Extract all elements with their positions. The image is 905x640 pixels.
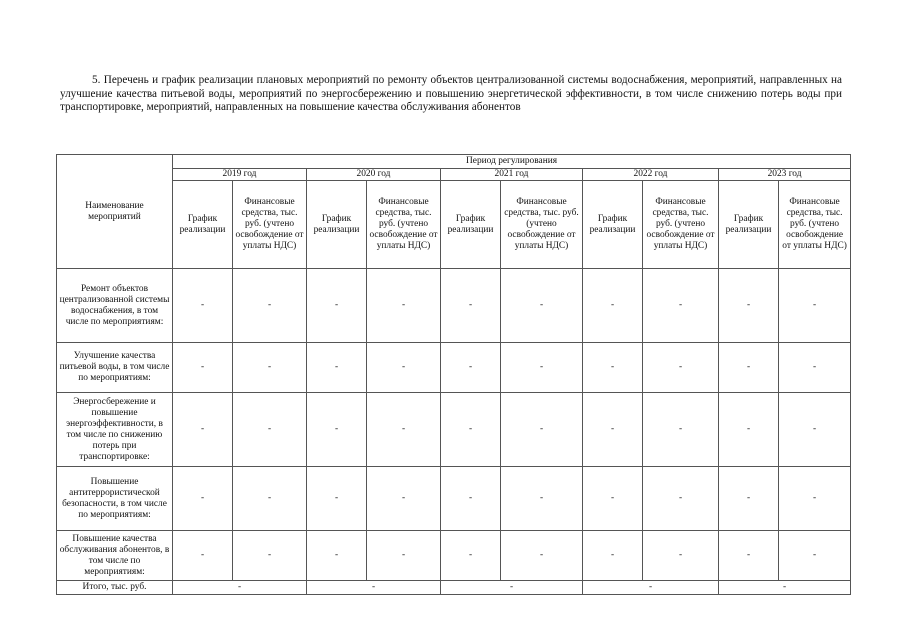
table-cell: - [307,393,367,467]
table-cell: - [779,393,851,467]
table-cell: - [441,343,501,393]
total-cell: - [173,581,307,595]
section-heading: 5. Перечень и график реализации плановых мероприятий по ремонту объектов централизованной системы водоснабжения, мероприятий, направленных на улучшение качества питьевой воды, мероприятий по энергосбережению и повышению энергетической эффективности, в том числе снижению потерь воды при транспортировке, мероприятий, направленных на повышение качества обслуживания абонентов [60,74,842,114]
table-cell: - [173,343,233,393]
table-cell: - [501,343,583,393]
table-cell: - [583,393,643,467]
total-cell: - [307,581,441,595]
funds-header: Финансовые средства, тыс. руб. (учтено освобождение от уплаты НДС) [779,181,851,269]
table-cell: - [779,467,851,531]
table-cell: - [583,269,643,343]
table-cell: - [307,467,367,531]
year-header: 2023 год [719,169,851,181]
table-cell: - [643,531,719,581]
table-cell: - [501,269,583,343]
table-row [57,531,851,581]
table-cell: - [441,269,501,343]
schedule-header: График реализации [441,181,501,269]
table-cell: - [441,393,501,467]
table-cell: - [501,393,583,467]
table-cell: - [719,343,779,393]
funds-header: Финансовые средства, тыс. руб. (учтено освобождение от уплаты НДС) [233,181,307,269]
year-header: 2021 год [441,169,583,181]
table-cell: - [173,269,233,343]
table-cell: - [583,343,643,393]
total-cell: - [441,581,583,595]
total-cell: - [583,581,719,595]
table-cell: - [173,393,233,467]
table-cell: - [173,467,233,531]
funds-header: Финансовые средства, тыс. руб. (учтено освобождение от уплаты НДС) [643,181,719,269]
table-cell: - [779,269,851,343]
funds-header: Финансовые средства, тыс. руб. (учтено освобождение от уплаты НДС) [501,181,583,269]
year-header: 2020 год [307,169,441,181]
row-name: Улучшение качества питьевой воды, в том числе по мероприятиям: [57,343,173,393]
schedule-header: График реализации [583,181,643,269]
plan-table [56,154,851,595]
table-row [57,269,851,343]
funds-header: Финансовые средства, тыс. руб. (учтено освобождение от уплаты НДС) [367,181,441,269]
table-cell: - [367,269,441,343]
column-header-period: Период регулирования [173,155,851,169]
total-row [57,581,851,595]
schedule-header: График реализации [173,181,233,269]
table-cell: - [719,467,779,531]
table-cell: - [441,531,501,581]
table-row [57,343,851,393]
years-header-row [57,169,851,181]
table-cell: - [583,467,643,531]
row-name: Повышение антитеррористической безопасности, в том числе по мероприятиям: [57,467,173,531]
table-cell: - [307,343,367,393]
table-cell: - [583,531,643,581]
table-cell: - [719,393,779,467]
table-cell: - [173,531,233,581]
table-cell: - [643,343,719,393]
year-header: 2022 год [583,169,719,181]
table-row [57,467,851,531]
table-cell: - [233,343,307,393]
table-cell: - [719,269,779,343]
total-cell: - [719,581,851,595]
table-cell: - [233,467,307,531]
table-cell: - [643,269,719,343]
table-cell: - [719,531,779,581]
year-header: 2019 год [173,169,307,181]
row-name: Ремонт объектов централизованной системы водоснабжения, в том числе по мероприятиям: [57,269,173,343]
sub-header-row [57,181,851,269]
table-cell: - [779,531,851,581]
table-cell: - [307,269,367,343]
row-name: Энергосбережение и повышение энергоэффективности, в том числе по снижению потерь при транспортировке: [57,393,173,467]
schedule-header: График реализации [307,181,367,269]
table-cell: - [501,531,583,581]
table-cell: - [501,467,583,531]
row-name: Повышение качества обслуживания абонентов, в том числе по мероприятиям: [57,531,173,581]
table-cell: - [233,393,307,467]
table-cell: - [307,531,367,581]
table-cell: - [367,343,441,393]
table-cell: - [643,393,719,467]
table-cell: - [233,531,307,581]
table-cell: - [643,467,719,531]
table-cell: - [779,343,851,393]
table-cell: - [233,269,307,343]
table-cell: - [441,467,501,531]
total-label: Итого, тыс. руб. [57,581,173,595]
table-cell: - [367,393,441,467]
table-cell: - [367,467,441,531]
table-row [57,393,851,467]
column-header-name: Наименование мероприятий [57,155,173,269]
schedule-header: График реализации [719,181,779,269]
table-cell: - [367,531,441,581]
